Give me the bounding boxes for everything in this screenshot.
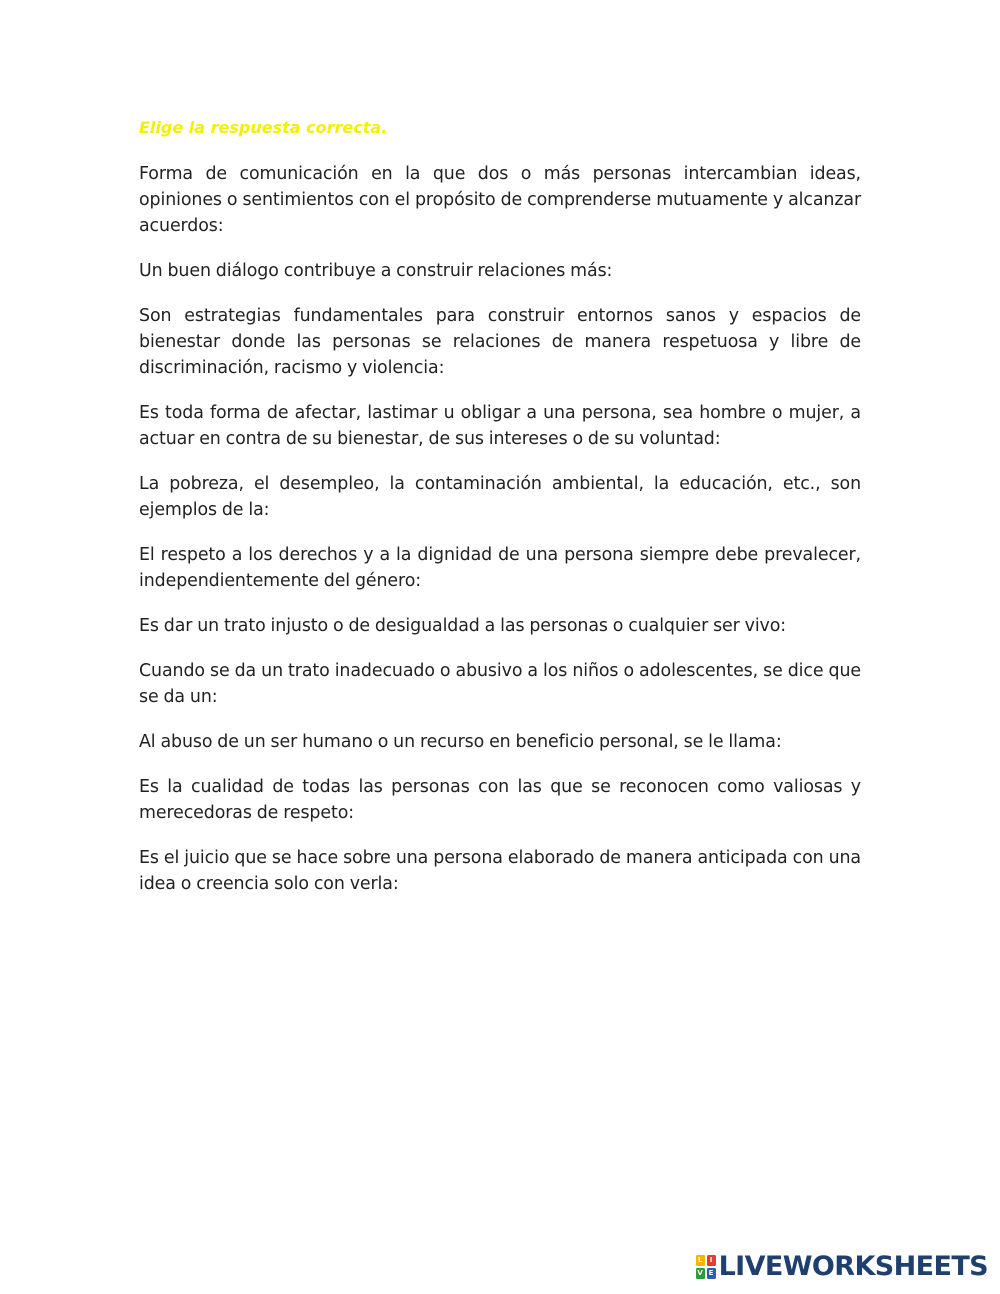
question-5: La pobreza, el desempleo, la contaminación ambiental, la educación, etc., son ejemplos de la:: [139, 474, 861, 520]
instruction-text: Elige la respuesta correcta.: [139, 118, 388, 137]
question-10: Es la cualidad de todas las personas con las que se reconocen como valiosas y merecedoras de respeto:: [139, 777, 861, 823]
logo-text: LIVEWORKSHEETS: [718, 1251, 988, 1282]
logo-square: E: [707, 1268, 716, 1279]
liveworksheets-logo[interactable]: [696, 1252, 988, 1282]
question-7: Es dar un trato injusto o de desigualdad a las personas o cualquier ser vivo:: [139, 616, 787, 636]
question-1: Forma de comunicación en la que dos o más personas intercambian ideas, opiniones o sentimientos con el propósito de comprenderse mutuamente y alcanzar acuerdos:: [139, 164, 861, 236]
logo-square: I: [707, 1255, 716, 1266]
question-8: Cuando se da un trato inadecuado o abusivo a los niños o adolescentes, se dice que se da un:: [139, 661, 861, 707]
logo-mark-icon: [696, 1255, 716, 1279]
question-3: Son estrategias fundamentales para construir entornos sanos y espacios de bienestar donde las personas se relaciones de manera respetuosa y libre de discriminación, racismo y violencia:: [139, 306, 861, 378]
question-2: Un buen diálogo contribuye a construir relaciones más:: [139, 261, 613, 281]
question-4: Es toda forma de afectar, lastimar u obligar a una persona, sea hombre o mujer, a actuar en contra de su bienestar, de sus intereses o de su voluntad:: [139, 403, 861, 449]
question-11: Es el juicio que se hace sobre una persona elaborado de manera anticipada con una idea o creencia solo con verla:: [139, 848, 861, 894]
question-6: El respeto a los derechos y a la dignidad de una persona siempre debe prevalecer, independientemente del género:: [139, 545, 861, 591]
worksheet-content: [139, 115, 861, 916]
question-9: Al abuso de un ser humano o un recurso en beneficio personal, se le llama:: [139, 732, 782, 752]
logo-square: L: [696, 1255, 705, 1266]
logo-square: V: [697, 1269, 703, 1277]
